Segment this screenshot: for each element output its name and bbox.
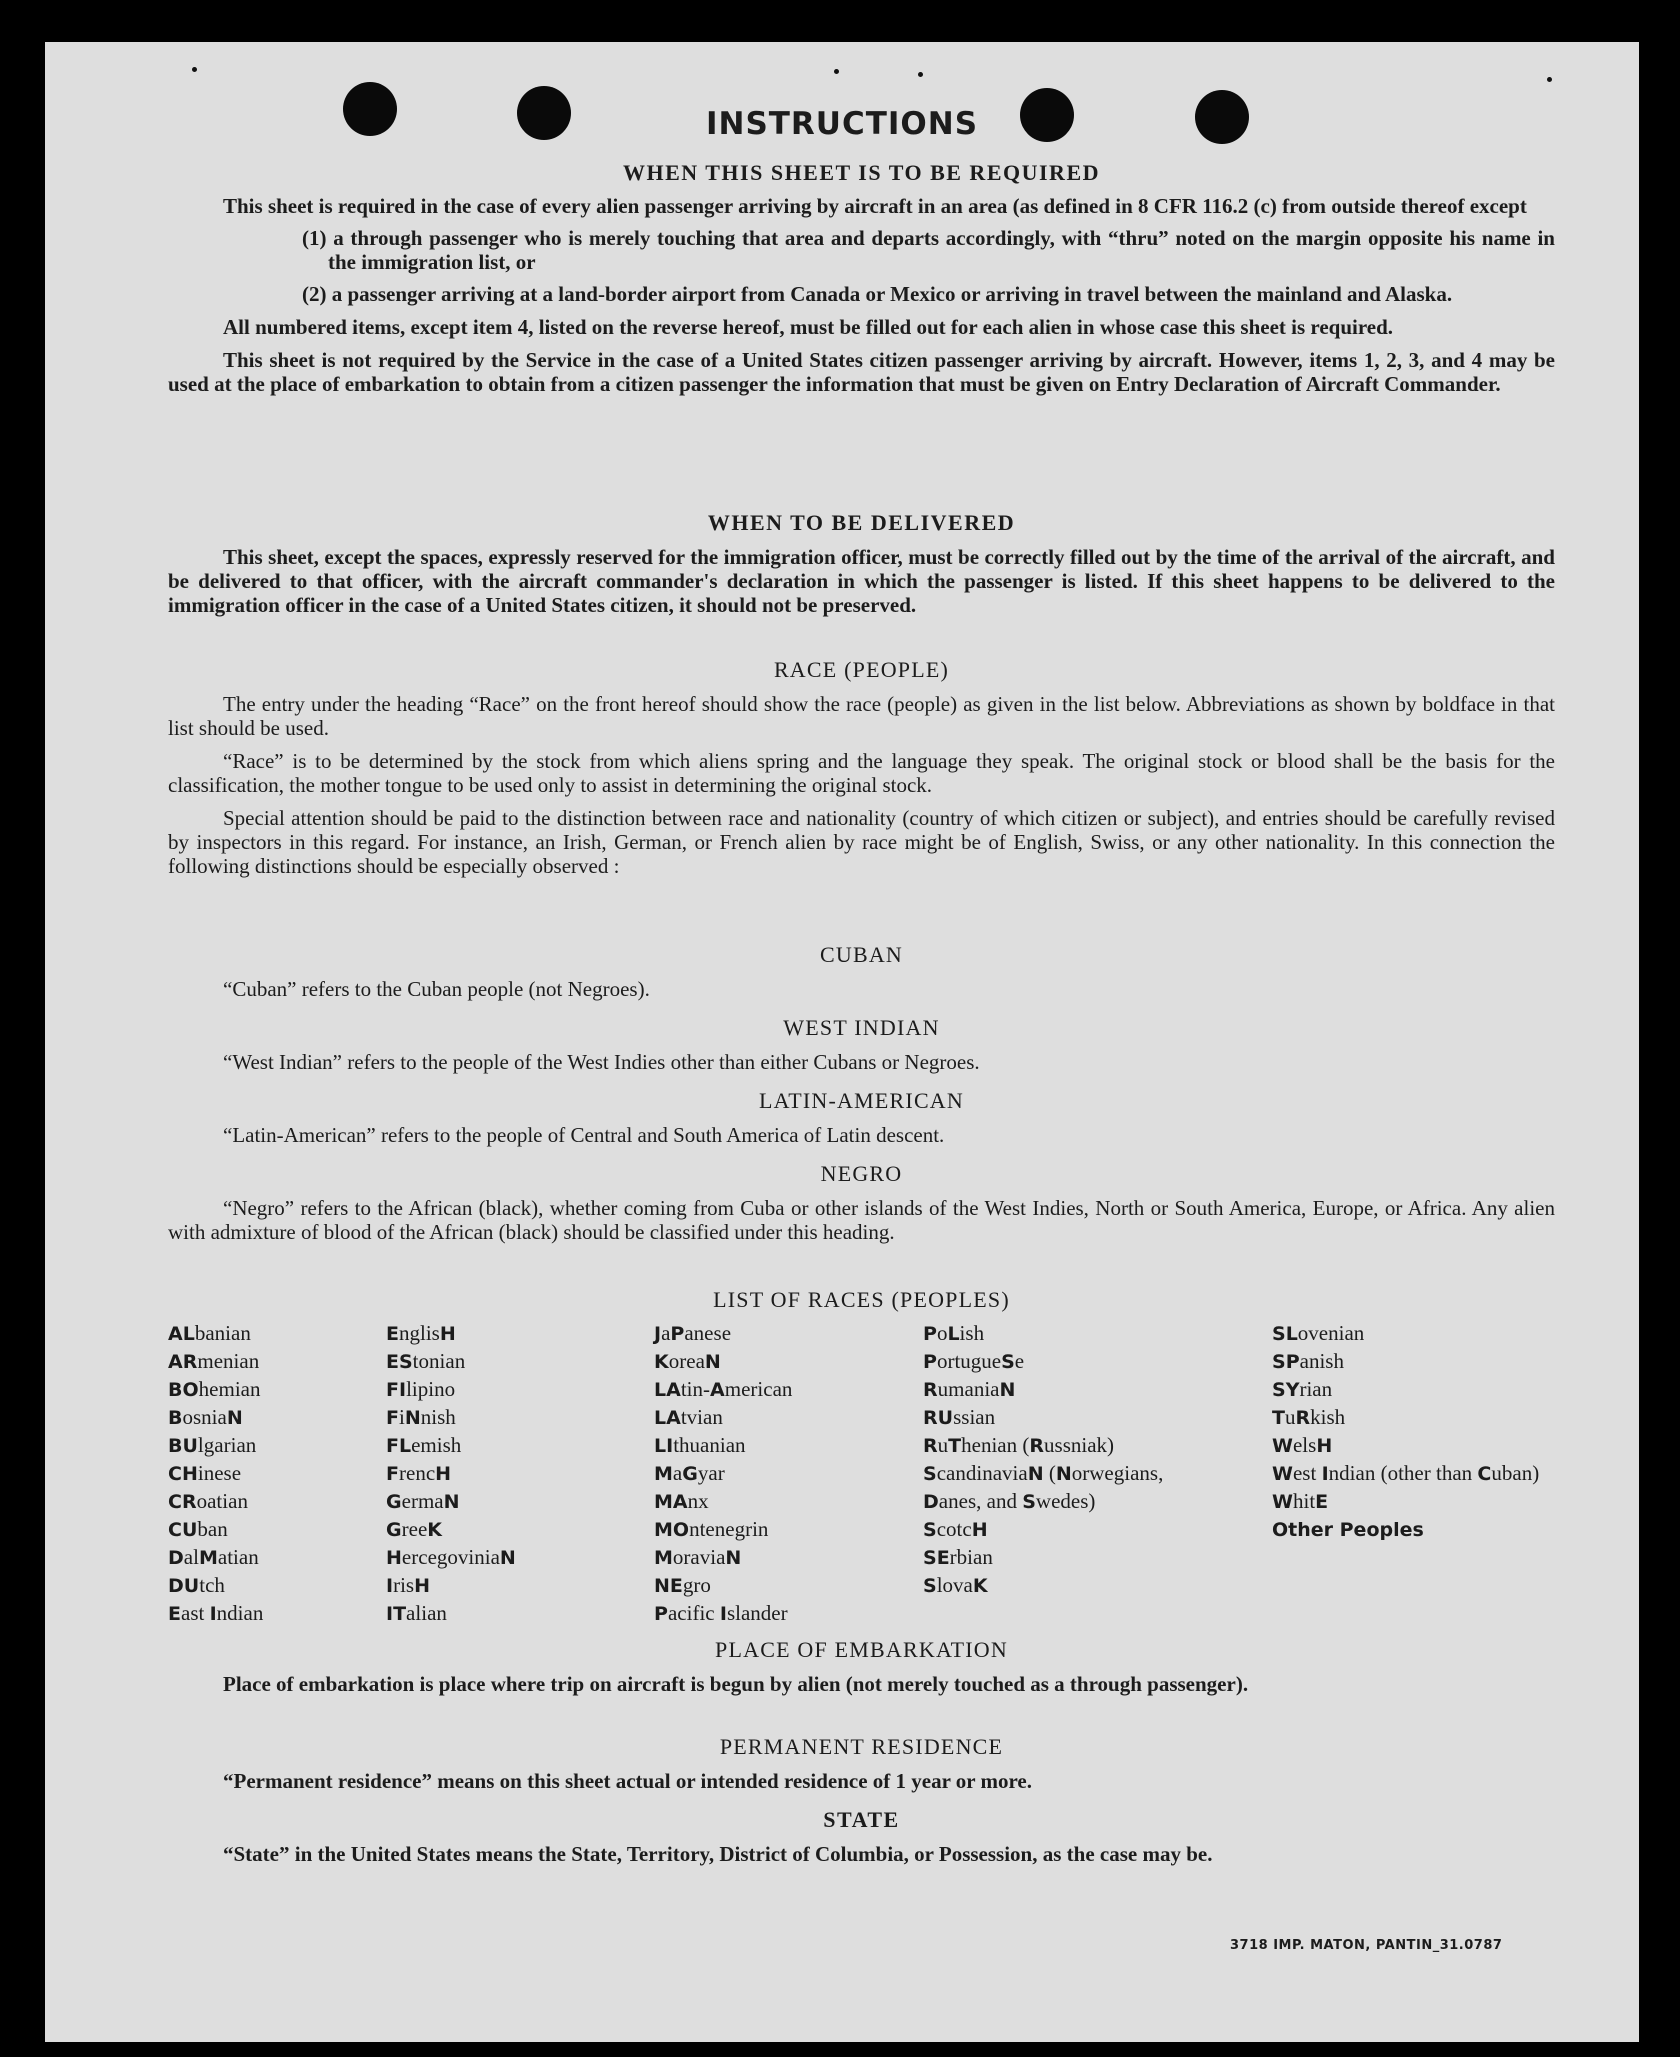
race-entry: PoLish (923, 1321, 985, 1345)
paragraph: Place of embarkation is place where trip on aircraft is begun by alien (not merely touched as a through passenger). (223, 1672, 1249, 1696)
race-entry: West Indian (other than Cuban) (1272, 1461, 1540, 1485)
exception-item-1: (1) a through passenger who is merely touching that area and departs accordingly, with “thru” noted on the margin opposite his name in the immigration list, or (302, 226, 1555, 274)
race-entry: DUtch (168, 1573, 225, 1597)
heading-race: RACE (PEOPLE) (773, 657, 950, 682)
race-column (1272, 1320, 1542, 1544)
paragraph: This sheet is required in the case of every alien passenger arriving by aircraft in an area (as defined in 8 CFR 116.2 (c) from outside thereof except (223, 194, 1527, 218)
race-entry: RUssian (923, 1405, 996, 1429)
race-entry: IrisH (386, 1573, 431, 1597)
heading-embarkation: PLACE OF EMBARKATION (715, 1637, 1008, 1662)
race-entry: SErbian (923, 1545, 993, 1569)
section-race (168, 657, 1555, 878)
race-list (168, 1320, 1568, 1625)
race-entry: JaPanese (654, 1321, 732, 1345)
exception-item-2: (2) a passenger arriving at a land-border airport from Canada or Mexico or arriving in travel between the mainland and Alaska. (302, 282, 1453, 306)
race-entry: CHinese (168, 1461, 242, 1485)
race-entry: PortugueSe (923, 1349, 1025, 1373)
race-entry: BOhemian (168, 1377, 261, 1401)
race-column (386, 1320, 636, 1628)
paragraph: This sheet is not required by the Service in the case of a United States citizen passenger arriving by aircraft. However, items 1, 2, 3, and 4 may be used at the place of embarkation to obtain from a citizen passenger the information that must be given on Entry Declaration of Aircraft Commander. (168, 348, 1555, 396)
race-entry: MoraviaN (654, 1545, 742, 1569)
race-entry: BUlgarian (168, 1433, 257, 1457)
race-entry: LIthuanian (654, 1433, 746, 1457)
race-column (923, 1320, 1213, 1600)
paragraph: This sheet, except the spaces, expressly reserved for the immigration officer, must be correctly filled out by the time of the arrival of the aircraft, and be delivered to that officer, with the aircraft commander's declaration in which the passenger is listed. If this sheet happens to be delivered to the immigration officer in the case of a United States citizen, it should not be preserved. (168, 545, 1555, 617)
race-entry: ARmenian (168, 1349, 260, 1373)
heading-when-required: WHEN THIS SHEET IS TO BE REQUIRED (622, 160, 1101, 185)
race-entry: Other Peoples (1272, 1519, 1424, 1541)
speck (1547, 77, 1552, 82)
speck (918, 72, 923, 77)
paragraph: “State” in the United States means the State, Territory, District of Columbia, or Possession, as the case may be. (223, 1842, 1213, 1866)
document-page (45, 42, 1639, 2042)
race-entry: GermaN (386, 1489, 460, 1513)
race-entry: FIlipino (386, 1377, 456, 1401)
section-when-delivered (168, 510, 1555, 617)
paragraph: The entry under the heading “Race” on the front hereof should show the race (people) as given in the list below. Abbreviations as shown by boldface in that list should be used. (168, 692, 1555, 740)
race-entry: ScandinaviaN (Norwegians, Danes, and Swedes) (923, 1461, 1164, 1513)
race-entry: MOntenegrin (654, 1517, 769, 1541)
race-entry: SlovaK (923, 1573, 988, 1597)
race-entry: EStonian (386, 1349, 466, 1373)
paragraph: “Race” is to be determined by the stock from which aliens spring and the language they speak. The original stock or blood shall be the basis for the classification, the mother tongue to be used only to assist in determining the original stock. (168, 749, 1555, 797)
heading-cuban: CUBAN (819, 942, 903, 967)
race-entry: NEgro (654, 1573, 711, 1597)
heading-permanent-residence: PERMANENT RESIDENCE (719, 1734, 1004, 1759)
section-west-indian (168, 1015, 1555, 1074)
race-entry: EnglisH (386, 1321, 456, 1345)
race-entry: TuRkish (1272, 1405, 1346, 1429)
race-entry: ScotcH (923, 1517, 988, 1541)
race-entry: KoreaN (654, 1349, 721, 1373)
race-entry: LAtvian (654, 1405, 723, 1429)
race-entry: CUban (168, 1517, 228, 1541)
race-column (654, 1320, 914, 1628)
section-state (168, 1807, 1555, 1866)
race-entry: FrencH (386, 1461, 452, 1485)
race-entry: SPanish (1272, 1349, 1344, 1373)
race-entry: CRoatian (168, 1489, 248, 1513)
race-entry: MaGyar (654, 1461, 725, 1485)
heading-state: STATE (823, 1807, 900, 1832)
paragraph: “West Indian” refers to the people of the West Indies other than either Cubans or Negroes. (223, 1050, 980, 1074)
printer-mark: 3718 IMP. MATON, PANTIN_31.0787 (1230, 1938, 1503, 1953)
paragraph: All numbered items, except item 4, listed on the reverse hereof, must be filled out for each alien in whose case this sheet is required. (223, 315, 1394, 339)
heading-list-of-races: LIST OF RACES (PEOPLES) (713, 1287, 1010, 1312)
paragraph: “Latin-American” refers to the people of Central and South America of Latin descent. (223, 1123, 945, 1147)
race-entry: MAnx (654, 1489, 709, 1513)
race-entry: SLovenian (1272, 1321, 1365, 1345)
heading-west-indian: WEST INDIAN (783, 1015, 940, 1040)
heading-latin-american: LATIN-AMERICAN (758, 1088, 964, 1113)
speck (834, 69, 839, 74)
paragraph: Special attention should be paid to the distinction between race and nationality (country of which citizen or subject), and entries should be carefully revised by inspectors in this regard. For instance, an Irish, German, or French alien by race might be of English, Swiss, or any other nationality. In this connection the following distinctions should be especially observed : (168, 806, 1555, 878)
race-entry: WelsH (1272, 1433, 1333, 1457)
paragraph: “Permanent residence” means on this sheet actual or intended residence of 1 year or more. (223, 1769, 1032, 1793)
speck (192, 67, 197, 72)
race-entry: FLemish (386, 1433, 462, 1457)
race-entry: RuThenian (Russniak) (923, 1433, 1115, 1457)
section-latin-american (168, 1088, 1555, 1147)
race-column (168, 1320, 368, 1628)
section-negro (168, 1161, 1555, 1244)
race-entry: SYrian (1272, 1377, 1333, 1401)
paragraph: “Cuban” refers to the Cuban people (not Negroes). (223, 977, 650, 1001)
section-when-required (168, 160, 1555, 396)
race-entry: RumaniaN (923, 1377, 1016, 1401)
section-list-heading (168, 1287, 1555, 1313)
race-entry: GreeK (386, 1517, 442, 1541)
race-entry: ALbanian (168, 1321, 251, 1345)
race-entry: DalMatian (168, 1545, 259, 1569)
race-entry: East Indian (168, 1601, 264, 1625)
race-entry: HercegoviniaN (386, 1545, 516, 1569)
section-cuban (168, 942, 1555, 1001)
race-entry: LAtin-American (654, 1377, 793, 1401)
race-entry: Pacific Islander (654, 1601, 788, 1625)
paragraph: “Negro” refers to the African (black), whether coming from Cuba or other islands of the West Indies, North or South America, Europe, or Africa. Any alien with admixture of blood of the African (black) should be classified under this heading. (168, 1196, 1555, 1244)
section-residence (168, 1734, 1555, 1793)
race-entry: BosniaN (168, 1405, 243, 1429)
page-title: INSTRUCTIONS (705, 106, 979, 142)
race-entry: WhitE (1272, 1489, 1329, 1513)
heading-negro: NEGRO (820, 1161, 903, 1186)
race-entry: ITalian (386, 1601, 447, 1625)
section-embarkation (168, 1637, 1555, 1696)
race-entry: FiNnish (386, 1405, 456, 1429)
heading-when-delivered: WHEN TO BE DELIVERED (707, 510, 1016, 535)
